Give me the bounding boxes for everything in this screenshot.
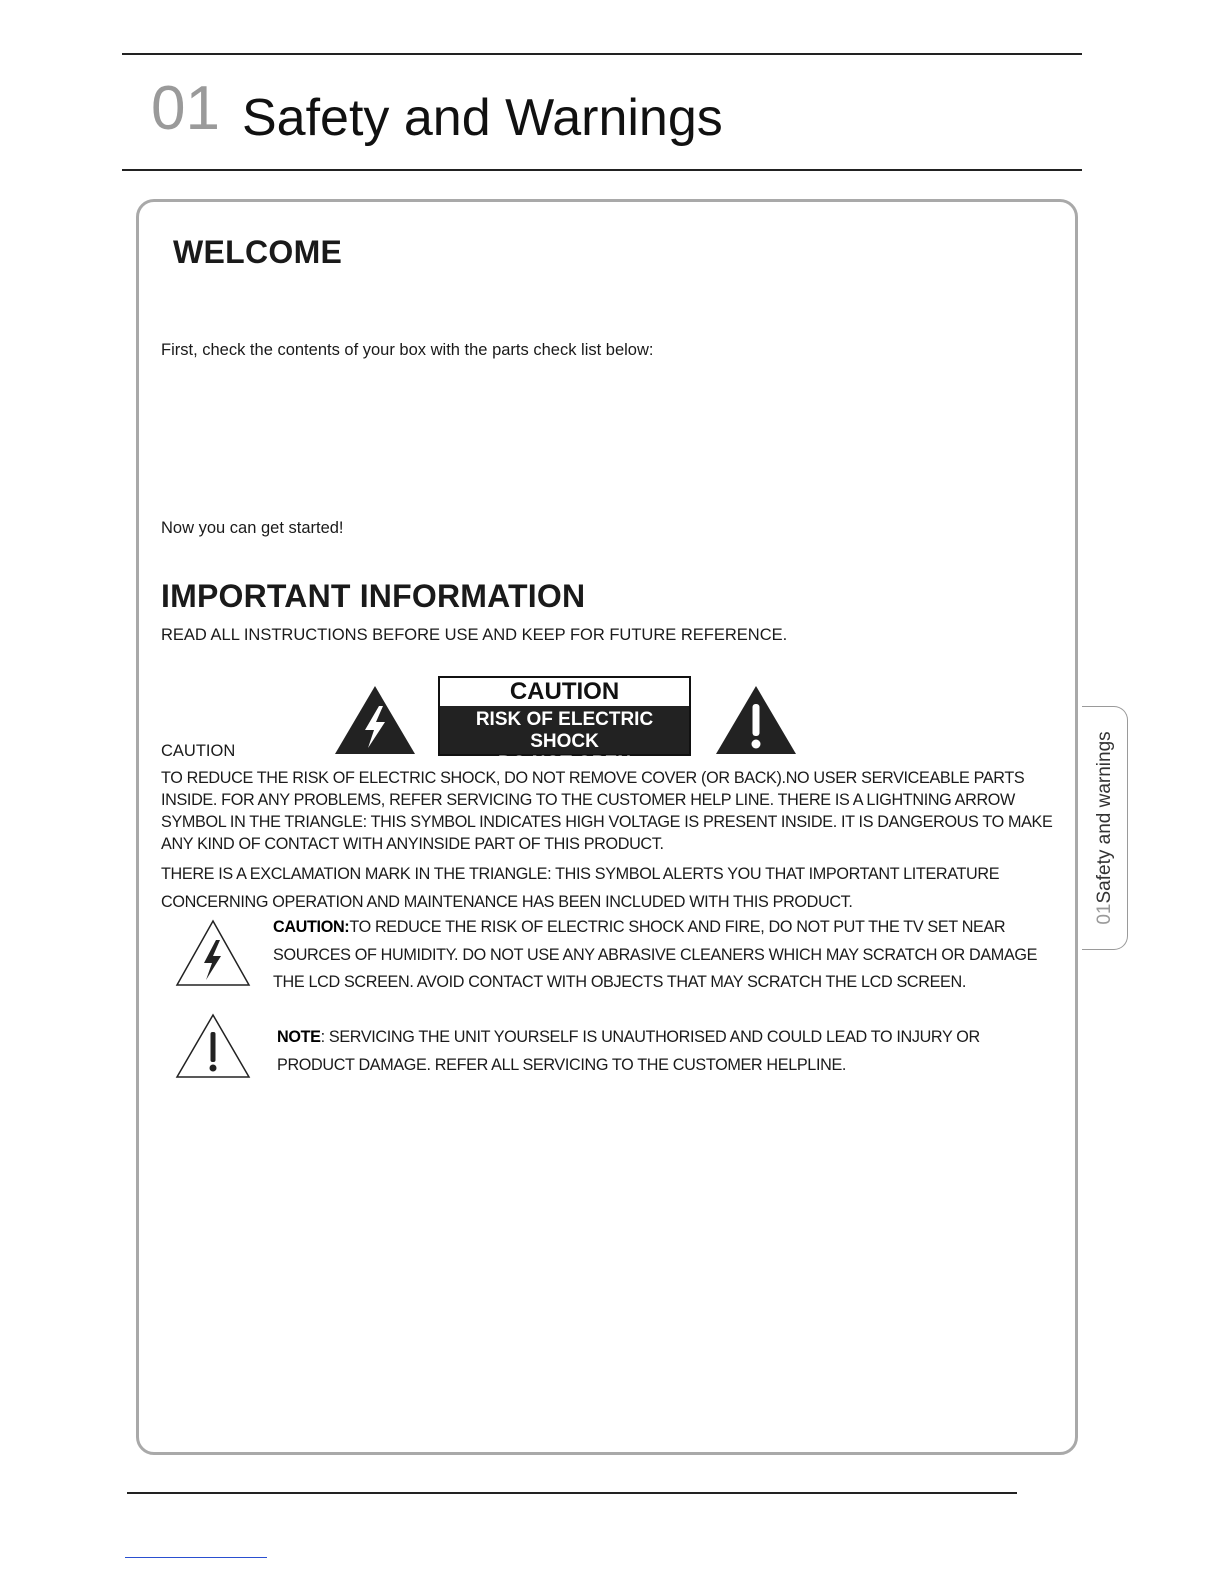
read-all-text: READ ALL INSTRUCTIONS BEFORE USE AND KEEP FOR FUTURE REFERENCE.: [161, 626, 788, 644]
caution-sign-title: CAUTION: [509, 678, 620, 705]
footer-rule: [127, 1492, 1017, 1494]
check-contents-text: First, check the contents of your box with the parts check list below:: [161, 341, 654, 359]
service-note-text: : SERVICING THE UNIT YOURSELF IS UNAUTHORISED AND COULD LEAD TO INJURY OR PRODUCT DAMAGE. REFER ALL SERVICING TO THE CUSTOMER HELPLINE.: [277, 1028, 980, 1074]
service-note-lead: NOTE: [277, 1028, 321, 1046]
chapter-number: 01: [151, 74, 220, 143]
caution-note: [273, 914, 1053, 997]
side-tab-number: 01: [1094, 903, 1115, 925]
caution-sign-band: [440, 706, 689, 774]
side-tab-text: Safety and warnings: [1094, 731, 1115, 904]
caution-note-text: TO REDUCE THE RISK OF ELECTRIC SHOCK AND FIRE, DO NOT PUT THE TV SET NEAR SOURCES OF HUMIDITY. DO NOT USE ANY ABRASIVE CLEANERS WHICH MAY SCRATCH OR DAMAGE THE LCD SCREEN. AVOID CONTACT WITH OBJECTS THAT MAY SCRATCH THE LCD SCREEN.: [273, 918, 1038, 991]
lightning-warning-icon: [333, 684, 417, 756]
side-tab-label[interactable]: [1094, 731, 1116, 924]
risk-paragraph: TO REDUCE THE RISK OF ELECTRIC SHOCK, DO NOT REMOVE COVER (OR BACK).NO USER SERVICEABLE PARTS INSIDE. FOR ANY PROBLEMS, REFER SERVICING TO THE CUSTOMER HELP LINE. THERE IS A LIGHTNING ARROW SYMBOL IN THE TRIANGLE: THIS SYMBOL INDICATES HIGH VOLTAGE IS PRESENT INSIDE. IT IS DANGEROUS TO MAKE ANY KIND OF CONTACT WITH ANYINSIDE PART OF THIS PRODUCT.: [161, 769, 1053, 853]
caution-sign: [438, 676, 691, 774]
get-started-text: Now you can get started!: [161, 519, 344, 537]
caution-note-lead: CAUTION:: [273, 918, 350, 936]
exclamation-paragraph: THERE IS A EXCLAMATION MARK IN THE TRIANGLE: THIS SYMBOL ALERTS YOU THAT IMPORTANT LITERATURE CONCERNING OPERATION AND MAINTENANCE HAS BEEN INCLUDED WITH THIS PRODUCT.: [161, 865, 1000, 911]
exclamation-warning-icon: [714, 684, 798, 756]
caution-sign-line1: RISK OF ELECTRIC SHOCK: [475, 709, 654, 752]
service-note: [277, 1024, 1057, 1079]
lightning-outline-icon: [175, 918, 251, 988]
exclamation-outline-icon: [175, 1012, 251, 1080]
caution-sign-line2: DO NOT OPEN: [497, 753, 631, 774]
important-heading: IMPORTANT INFORMATION: [161, 578, 586, 614]
top-rule: [122, 53, 1082, 55]
header-rule: [122, 169, 1082, 171]
footer-link-rule: [125, 1557, 267, 1558]
welcome-heading: WELCOME: [173, 234, 343, 270]
caution-label: CAUTION: [161, 742, 236, 760]
page-title: Safety and Warnings: [242, 89, 723, 147]
